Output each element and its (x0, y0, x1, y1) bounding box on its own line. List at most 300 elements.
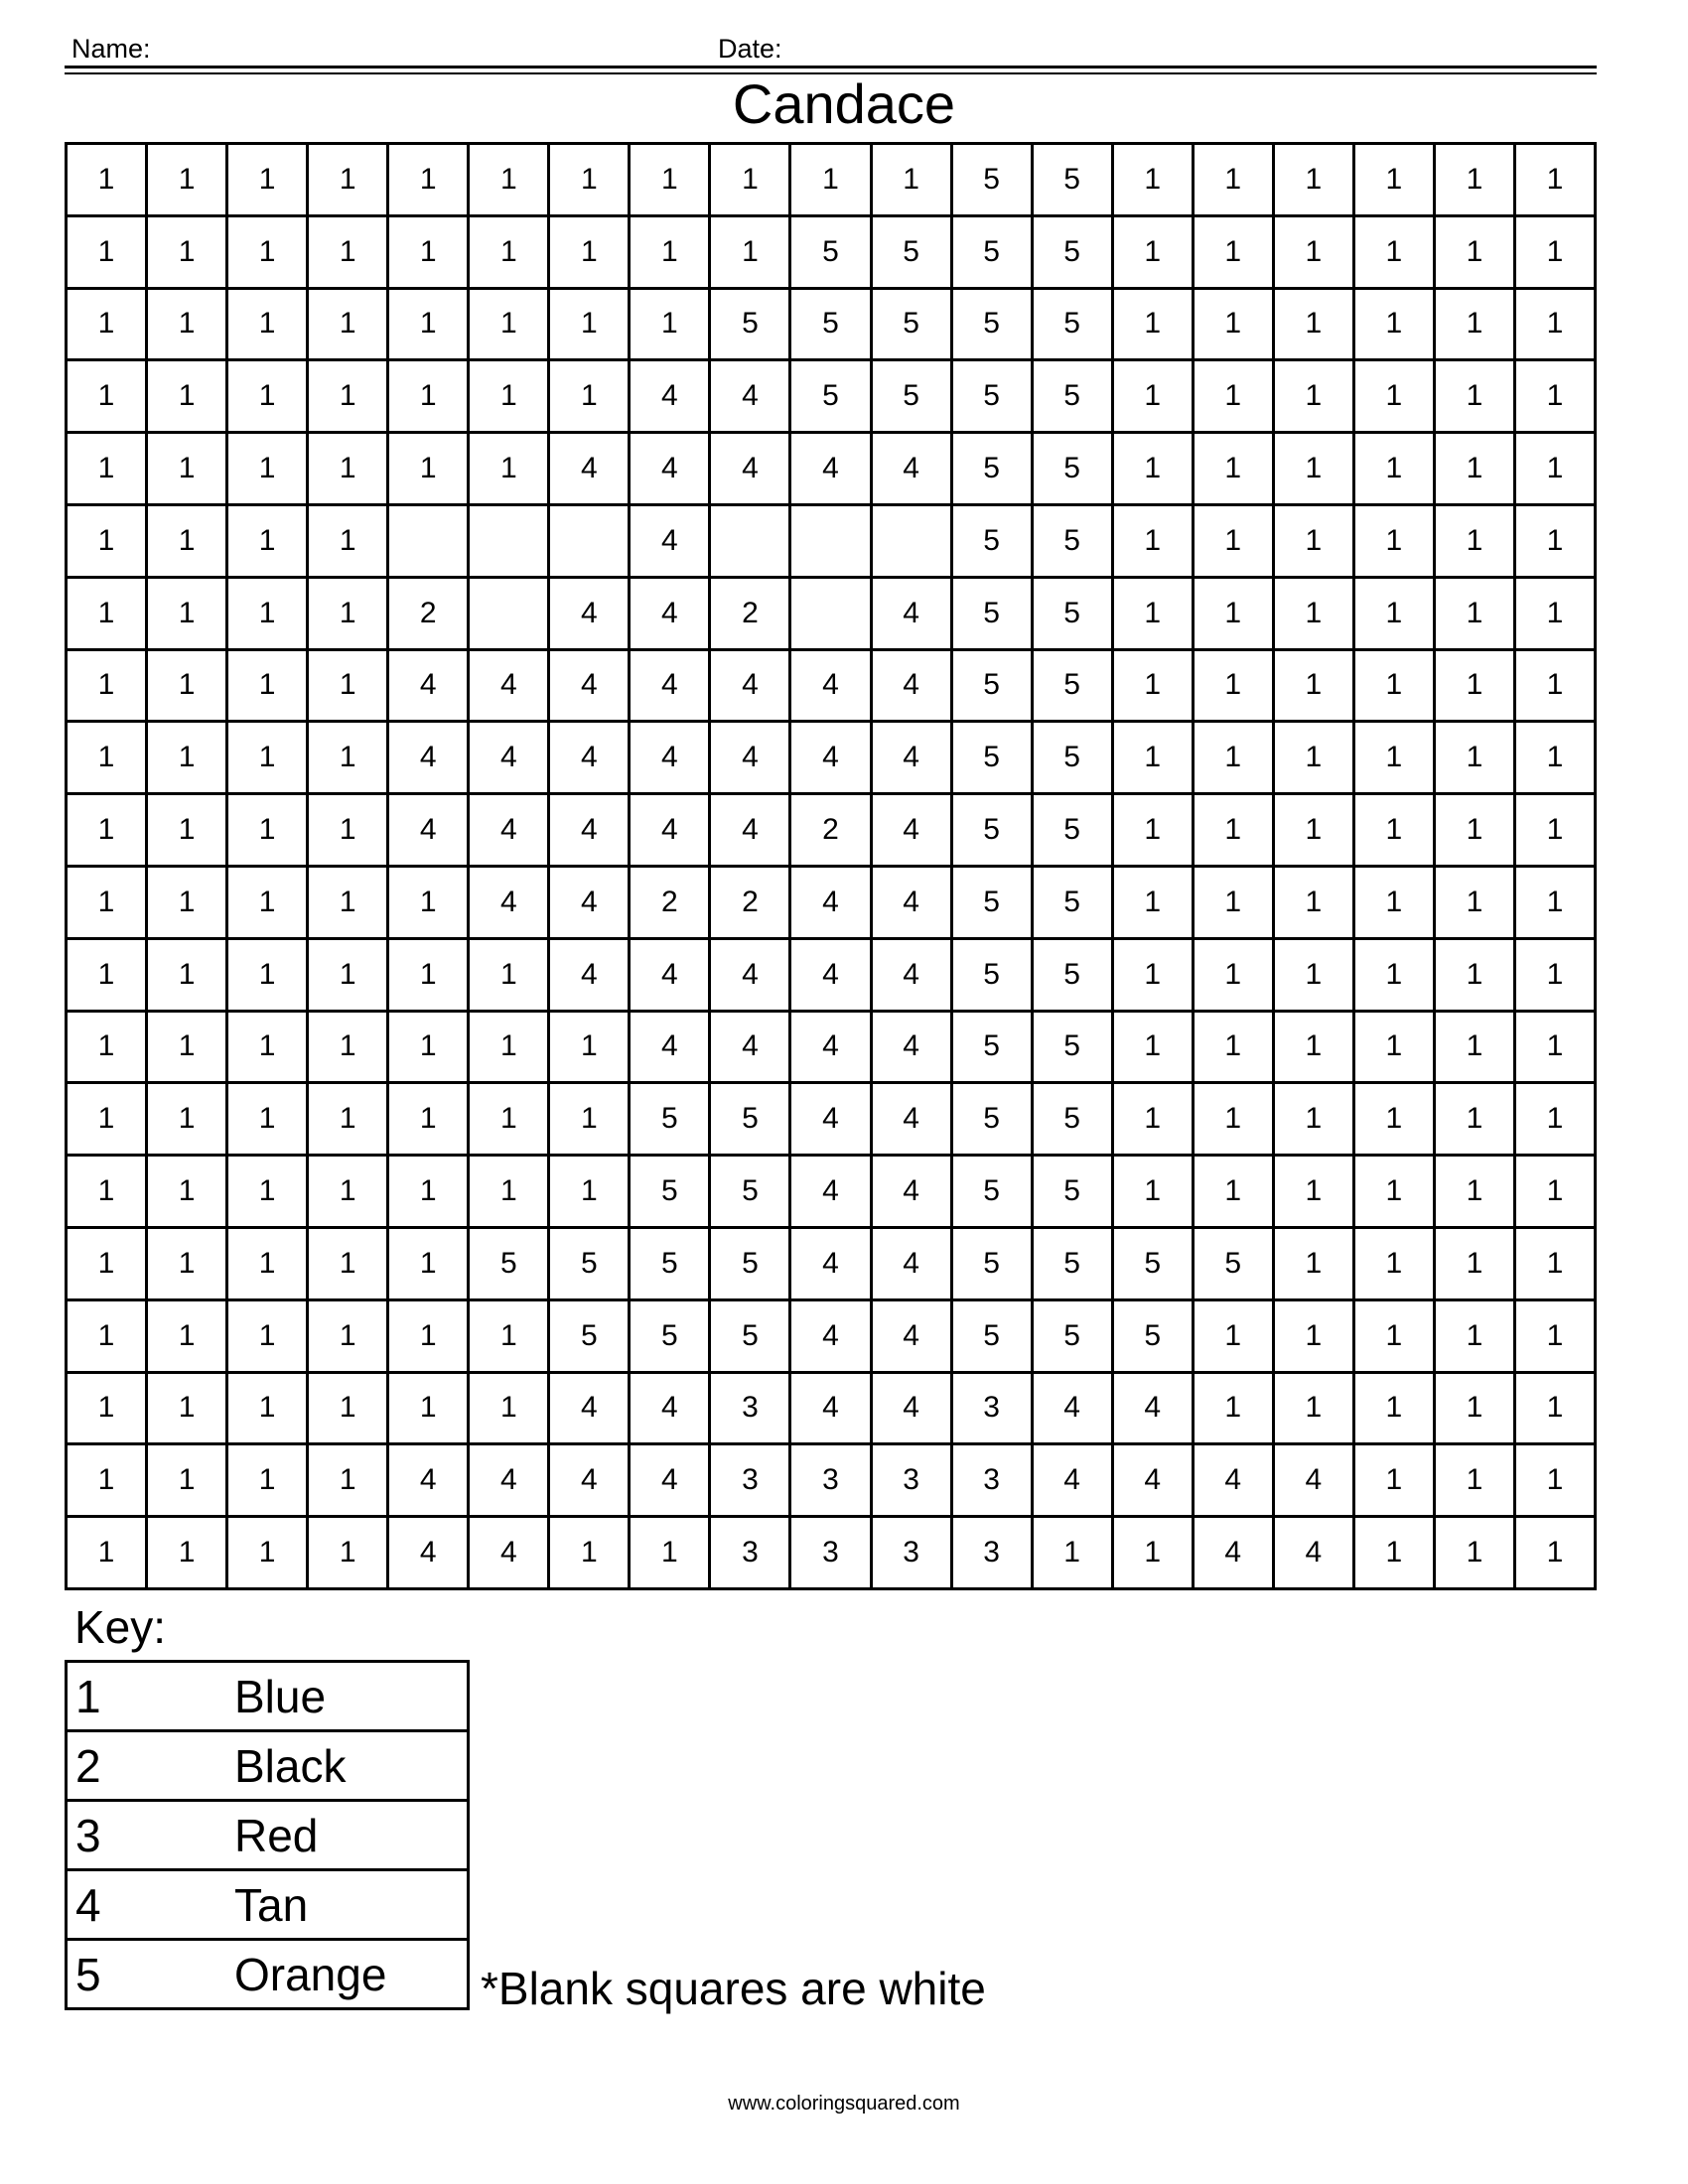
grid-cell: 1 (389, 290, 470, 362)
grid-cell: 5 (470, 1229, 550, 1301)
grid-cell: 1 (1275, 145, 1355, 217)
grid-cell: 4 (711, 723, 791, 795)
grid-cell: 1 (631, 1518, 711, 1590)
grid-cell: 4 (873, 940, 953, 1013)
grid-cell: 1 (1355, 1157, 1436, 1229)
grid-cell: 4 (873, 434, 953, 506)
grid-cell: 1 (1516, 290, 1597, 362)
grid-cell: 1 (1355, 1445, 1436, 1518)
grid-cell: 5 (631, 1301, 711, 1374)
grid-cell: 1 (550, 1084, 631, 1157)
grid-cell: 1 (1436, 1518, 1516, 1590)
grid-cell: 1 (309, 651, 389, 724)
grid-cell: 1 (1355, 1301, 1436, 1374)
grid-cell: 5 (631, 1084, 711, 1157)
grid-cell: 1 (1436, 1157, 1516, 1229)
grid-cell: 1 (389, 1301, 470, 1374)
grid-cell: 4 (791, 1301, 872, 1374)
grid-cell: 1 (1275, 1013, 1355, 1085)
grid-cell: 1 (1516, 1229, 1597, 1301)
grid-cell: 5 (711, 1157, 791, 1229)
grid-cell (389, 506, 470, 579)
footer-url: www.coloringsquared.com (728, 2093, 960, 2115)
grid-cell: 1 (1436, 434, 1516, 506)
grid-cell: 3 (711, 1518, 791, 1590)
grid-cell: 4 (631, 1445, 711, 1518)
grid-cell: 1 (1114, 361, 1195, 434)
grid-cell: 1 (309, 290, 389, 362)
key-color: Red (234, 1801, 469, 1870)
grid-cell: 1 (309, 579, 389, 651)
grid-cell: 4 (791, 1229, 872, 1301)
grid-cell: 4 (1275, 1518, 1355, 1590)
grid-cell: 4 (389, 1518, 470, 1590)
grid-cell: 4 (873, 795, 953, 868)
grid-cell: 1 (228, 1445, 309, 1518)
grid-cell: 1 (1275, 290, 1355, 362)
grid-cell: 1 (1114, 1518, 1195, 1590)
grid-cell: 4 (791, 1374, 872, 1446)
grid-cell: 1 (1436, 651, 1516, 724)
grid-cell: 1 (1114, 940, 1195, 1013)
grid-cell: 1 (1355, 579, 1436, 651)
grid-cell: 1 (148, 868, 228, 940)
grid-cell: 4 (1034, 1445, 1114, 1518)
grid-cell: 1 (68, 723, 148, 795)
grid-cell: 1 (1114, 723, 1195, 795)
grid-cell: 5 (1034, 795, 1114, 868)
grid-cell: 1 (309, 1518, 389, 1590)
grid-cell: 1 (389, 1013, 470, 1085)
grid-cell: 1 (1195, 1301, 1275, 1374)
grid-cell: 4 (550, 940, 631, 1013)
grid-cell: 1 (1195, 434, 1275, 506)
grid-cell: 1 (1516, 1084, 1597, 1157)
grid-cell: 1 (148, 795, 228, 868)
grid-cell: 1 (68, 795, 148, 868)
grid-cell: 5 (791, 217, 872, 290)
grid-cell: 1 (1114, 1084, 1195, 1157)
grid-cell: 5 (1034, 361, 1114, 434)
grid-cell: 4 (550, 868, 631, 940)
grid-cell: 1 (148, 1518, 228, 1590)
grid-cell: 1 (711, 217, 791, 290)
key-color: Black (234, 1731, 469, 1801)
grid-cell: 1 (1516, 1374, 1597, 1446)
grid-cell: 1 (148, 579, 228, 651)
grid-cell: 3 (953, 1374, 1034, 1446)
grid-cell: 4 (873, 651, 953, 724)
grid-cell: 1 (1516, 723, 1597, 795)
grid-cell: 3 (873, 1518, 953, 1590)
grid-cell: 1 (1436, 723, 1516, 795)
grid-cell: 1 (68, 1301, 148, 1374)
grid-cell: 1 (1114, 579, 1195, 651)
grid-cell: 5 (791, 290, 872, 362)
grid-cell: 1 (1275, 795, 1355, 868)
grid-cell: 1 (309, 1229, 389, 1301)
grid-cell: 4 (389, 723, 470, 795)
grid-cell: 1 (550, 1157, 631, 1229)
grid-cell: 1 (1195, 579, 1275, 651)
key-row (67, 1801, 469, 1870)
grid-cell: 5 (953, 1301, 1034, 1374)
grid-cell: 1 (1114, 795, 1195, 868)
grid-cell: 1 (1275, 940, 1355, 1013)
grid-cell: 1 (228, 1013, 309, 1085)
grid-cell: 1 (1275, 1301, 1355, 1374)
grid-cell: 1 (228, 290, 309, 362)
date-label: Date: (718, 34, 782, 64)
grid-cell: 1 (470, 1301, 550, 1374)
grid-cell: 1 (228, 795, 309, 868)
grid-cell: 1 (148, 1229, 228, 1301)
grid-cell: 1 (1516, 1301, 1597, 1374)
grid-cell: 1 (228, 579, 309, 651)
key-label: Key: (74, 1601, 167, 1653)
grid-cell: 1 (1355, 506, 1436, 579)
grid-cell: 5 (631, 1157, 711, 1229)
grid-cell: 1 (148, 290, 228, 362)
grid-cell: 1 (1275, 434, 1355, 506)
grid-cell: 1 (631, 217, 711, 290)
grid-cell: 1 (68, 1013, 148, 1085)
grid-cell: 4 (631, 940, 711, 1013)
grid-cell: 5 (953, 795, 1034, 868)
grid-cell: 1 (68, 1374, 148, 1446)
key-color: Tan (234, 1870, 469, 1940)
key-number: 5 (67, 1940, 235, 2009)
grid-cell: 1 (550, 290, 631, 362)
grid-cell: 1 (228, 868, 309, 940)
grid-cell: 4 (470, 1445, 550, 1518)
grid-cell: 1 (309, 1374, 389, 1446)
grid-cell: 1 (1195, 361, 1275, 434)
grid-cell: 1 (228, 1084, 309, 1157)
grid-cell: 1 (228, 1374, 309, 1446)
key-number: 2 (67, 1731, 235, 1801)
grid-cell: 1 (1114, 1013, 1195, 1085)
grid-cell: 5 (1034, 723, 1114, 795)
grid-cell: 1 (470, 361, 550, 434)
grid-cell: 1 (470, 1157, 550, 1229)
grid-cell: 5 (1034, 1084, 1114, 1157)
grid-cell: 4 (873, 579, 953, 651)
grid-cell: 3 (711, 1445, 791, 1518)
grid-cell: 4 (470, 868, 550, 940)
grid-cell: 1 (1516, 868, 1597, 940)
grid-cell: 5 (1034, 1229, 1114, 1301)
key-row (67, 1662, 469, 1731)
grid-cell: 1 (1436, 217, 1516, 290)
grid-cell: 1 (148, 361, 228, 434)
grid-cell: 1 (148, 1013, 228, 1085)
grid-cell: 1 (470, 290, 550, 362)
grid-cell: 4 (791, 434, 872, 506)
grid-cell: 5 (953, 1157, 1034, 1229)
grid-cell: 1 (1195, 217, 1275, 290)
grid-cell: 1 (1275, 723, 1355, 795)
grid-cell: 1 (1195, 723, 1275, 795)
grid-cell: 1 (470, 940, 550, 1013)
grid-cell: 1 (148, 1084, 228, 1157)
grid-cell: 5 (1034, 651, 1114, 724)
grid-cell: 5 (953, 1013, 1034, 1085)
grid-cell: 1 (389, 1084, 470, 1157)
grid-cell: 1 (1114, 217, 1195, 290)
grid-cell: 1 (1275, 217, 1355, 290)
grid-cell: 4 (873, 1374, 953, 1446)
grid-cell: 4 (550, 651, 631, 724)
key-number: 4 (67, 1870, 235, 1940)
grid-cell: 1 (631, 145, 711, 217)
grid-cell: 4 (631, 795, 711, 868)
grid-cell: 5 (1114, 1229, 1195, 1301)
grid-cell: 1 (148, 1301, 228, 1374)
grid-cell: 5 (1195, 1229, 1275, 1301)
grid-cell: 5 (1034, 940, 1114, 1013)
grid-cell: 5 (1114, 1301, 1195, 1374)
grid-cell: 1 (1034, 1518, 1114, 1590)
grid-cell: 5 (953, 145, 1034, 217)
grid-cell: 1 (68, 145, 148, 217)
grid-cell: 1 (148, 1157, 228, 1229)
grid-cell: 5 (953, 651, 1034, 724)
grid-cell: 1 (228, 1518, 309, 1590)
grid-cell: 4 (550, 1374, 631, 1446)
grid-cell: 1 (1355, 1084, 1436, 1157)
grid-cell: 4 (873, 723, 953, 795)
grid-cell: 1 (1436, 1445, 1516, 1518)
grid-cell: 1 (1355, 1013, 1436, 1085)
grid-cell: 1 (389, 868, 470, 940)
grid-cell: 5 (953, 940, 1034, 1013)
grid-cell: 4 (711, 434, 791, 506)
grid-cell: 1 (68, 1229, 148, 1301)
grid-cell: 3 (711, 1374, 791, 1446)
grid-cell: 1 (1436, 145, 1516, 217)
grid-cell: 1 (791, 145, 872, 217)
grid-cell: 1 (309, 434, 389, 506)
grid-cell: 1 (550, 217, 631, 290)
grid-cell: 1 (389, 1157, 470, 1229)
grid-cell: 1 (1114, 290, 1195, 362)
grid-cell: 1 (1516, 434, 1597, 506)
grid-cell: 5 (953, 290, 1034, 362)
grid-cell: 3 (953, 1445, 1034, 1518)
grid-cell: 4 (631, 723, 711, 795)
grid-cell: 4 (389, 651, 470, 724)
grid-cell: 4 (1195, 1518, 1275, 1590)
grid-cell: 4 (631, 506, 711, 579)
grid-cell: 5 (791, 361, 872, 434)
grid-cell: 1 (550, 145, 631, 217)
grid-cell: 1 (550, 1518, 631, 1590)
grid-cell: 1 (470, 1084, 550, 1157)
grid-cell: 1 (1195, 290, 1275, 362)
grid-cell: 5 (1034, 1157, 1114, 1229)
grid-cell: 4 (1034, 1374, 1114, 1446)
grid-cell: 5 (1034, 1013, 1114, 1085)
grid-cell: 1 (389, 145, 470, 217)
grid-cell: 4 (631, 651, 711, 724)
grid-cell: 5 (953, 868, 1034, 940)
grid-cell: 1 (148, 651, 228, 724)
grid-cell: 1 (148, 145, 228, 217)
grid-cell: 1 (1516, 1013, 1597, 1085)
grid-cell: 4 (470, 795, 550, 868)
grid-cell: 5 (1034, 290, 1114, 362)
grid-cell: 1 (68, 506, 148, 579)
grid-cell: 1 (309, 1013, 389, 1085)
grid-cell: 1 (148, 217, 228, 290)
grid-cell: 1 (1114, 651, 1195, 724)
grid-cell: 5 (953, 723, 1034, 795)
grid-cell: 1 (1195, 506, 1275, 579)
grid-cell: 1 (1436, 940, 1516, 1013)
grid-cell: 3 (791, 1445, 872, 1518)
grid-cell: 1 (1516, 217, 1597, 290)
grid-cell: 4 (1195, 1445, 1275, 1518)
grid-cell: 1 (1436, 1301, 1516, 1374)
grid-cell: 1 (1275, 868, 1355, 940)
grid-cell: 1 (1436, 506, 1516, 579)
grid-cell: 1 (228, 361, 309, 434)
grid-cell: 1 (1275, 1374, 1355, 1446)
grid-cell: 1 (1516, 1157, 1597, 1229)
key-row (67, 1940, 469, 2009)
grid-cell: 1 (228, 506, 309, 579)
grid-cell: 1 (389, 940, 470, 1013)
grid-cell: 4 (550, 579, 631, 651)
grid-cell: 1 (1516, 579, 1597, 651)
grid-cell: 5 (1034, 1301, 1114, 1374)
grid-cell: 1 (1436, 795, 1516, 868)
grid-cell: 4 (791, 1013, 872, 1085)
grid-cell: 1 (1355, 868, 1436, 940)
grid-cell: 1 (228, 651, 309, 724)
grid-cell: 4 (873, 1229, 953, 1301)
grid-cell: 1 (1436, 361, 1516, 434)
grid-cell: 1 (1516, 651, 1597, 724)
grid-cell: 1 (309, 1301, 389, 1374)
grid-cell: 1 (309, 795, 389, 868)
grid-cell: 1 (309, 506, 389, 579)
grid-cell: 2 (711, 868, 791, 940)
grid-cell: 5 (953, 1084, 1034, 1157)
grid-cell: 5 (1034, 217, 1114, 290)
grid-cell: 2 (791, 795, 872, 868)
grid-cell: 2 (389, 579, 470, 651)
grid-cell: 1 (1436, 1084, 1516, 1157)
grid-cell: 5 (873, 217, 953, 290)
grid-cell (791, 579, 872, 651)
grid-cell: 1 (68, 868, 148, 940)
grid-cell: 4 (470, 723, 550, 795)
grid-cell: 1 (228, 1301, 309, 1374)
grid-cell: 1 (389, 361, 470, 434)
grid-cell: 1 (470, 1013, 550, 1085)
grid-cell: 4 (873, 1301, 953, 1374)
grid-cell: 1 (68, 290, 148, 362)
grid-cell: 4 (550, 795, 631, 868)
grid-cell: 1 (389, 1229, 470, 1301)
grid-cell: 4 (1114, 1445, 1195, 1518)
key-color: Orange (234, 1940, 469, 2009)
grid-cell: 1 (1275, 651, 1355, 724)
grid-cell: 5 (953, 217, 1034, 290)
grid-cell: 1 (1195, 145, 1275, 217)
grid-cell: 1 (1355, 723, 1436, 795)
grid-cell: 1 (68, 1084, 148, 1157)
grid-cell: 4 (791, 651, 872, 724)
grid-cell: 1 (470, 1374, 550, 1446)
grid-cell: 1 (1114, 434, 1195, 506)
coloring-grid (65, 142, 1597, 1590)
grid-cell: 1 (1516, 506, 1597, 579)
grid-cell: 1 (309, 145, 389, 217)
grid-cell: 4 (711, 361, 791, 434)
grid-cell: 1 (1275, 1229, 1355, 1301)
grid-cell: 1 (148, 1374, 228, 1446)
grid-cell: 1 (1195, 940, 1275, 1013)
grid-cell: 5 (711, 290, 791, 362)
grid-cell: 5 (1034, 145, 1114, 217)
grid-cell: 4 (791, 868, 872, 940)
grid-cell: 1 (148, 1445, 228, 1518)
grid-cell (791, 506, 872, 579)
grid-cell: 1 (148, 434, 228, 506)
grid-cell: 4 (791, 723, 872, 795)
grid-cell: 5 (1034, 506, 1114, 579)
grid-cell: 1 (550, 361, 631, 434)
grid-cell: 5 (1034, 868, 1114, 940)
grid-cell: 1 (309, 217, 389, 290)
grid-cell: 1 (1436, 1013, 1516, 1085)
key-row (67, 1870, 469, 1940)
grid-cell: 5 (873, 361, 953, 434)
grid-cell: 4 (550, 723, 631, 795)
grid-cell: 1 (1114, 145, 1195, 217)
grid-cell: 4 (791, 1084, 872, 1157)
grid-cell: 5 (953, 506, 1034, 579)
grid-cell: 1 (1195, 1013, 1275, 1085)
key-table (65, 1660, 470, 2010)
grid-cell: 1 (148, 506, 228, 579)
grid-cell: 4 (873, 868, 953, 940)
grid-cell: 5 (711, 1084, 791, 1157)
grid-cell: 1 (1355, 940, 1436, 1013)
page-title: Candace (732, 72, 956, 135)
grid-cell: 1 (68, 1518, 148, 1590)
grid-cell: 5 (550, 1301, 631, 1374)
grid-cell: 3 (791, 1518, 872, 1590)
grid-cell: 1 (1355, 145, 1436, 217)
grid-cell: 1 (1516, 795, 1597, 868)
grid-cell: 1 (309, 1157, 389, 1229)
grid-cell: 1 (68, 1445, 148, 1518)
grid-cell: 1 (1114, 506, 1195, 579)
grid-cell: 1 (1275, 506, 1355, 579)
grid-cell: 5 (953, 1229, 1034, 1301)
grid-cell: 1 (68, 217, 148, 290)
grid-cell: 5 (550, 1229, 631, 1301)
grid-cell: 1 (1436, 290, 1516, 362)
grid-cell: 1 (68, 1157, 148, 1229)
grid-cell: 1 (470, 145, 550, 217)
grid-cell: 1 (1355, 290, 1436, 362)
grid-cell: 4 (873, 1157, 953, 1229)
